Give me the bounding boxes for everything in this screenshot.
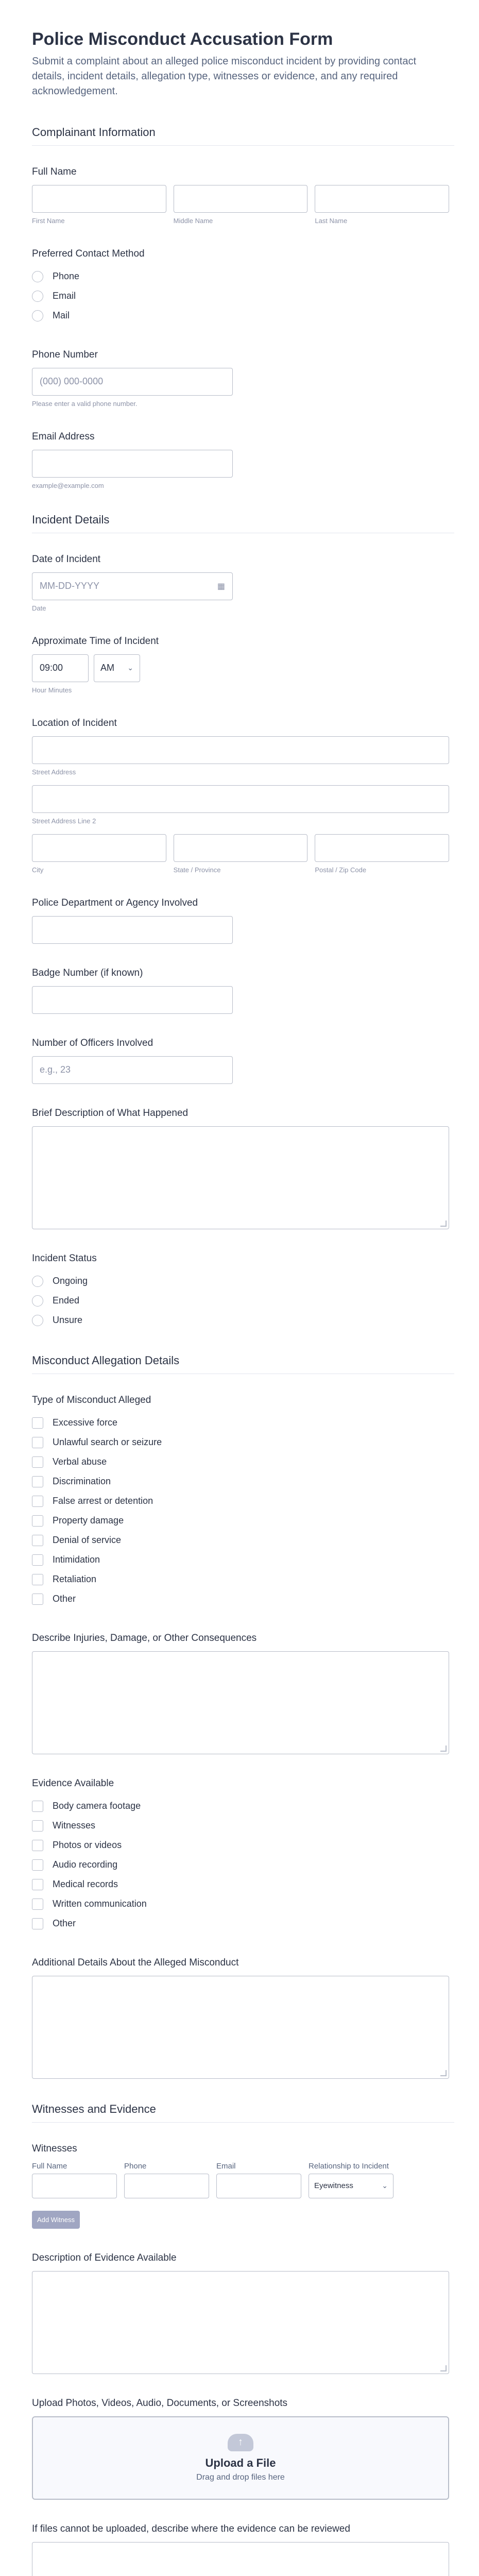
department-input[interactable] [32, 916, 233, 944]
location-label: Location of Incident [32, 717, 117, 728]
type-option-label: Verbal abuse [53, 1456, 107, 1467]
phone-sublabel: Please enter a valid phone number. [32, 399, 138, 408]
contact-option-mail[interactable] [32, 306, 454, 326]
email-sublabel: example@example.com [32, 481, 104, 489]
witnesses-table-field [32, 2143, 454, 2229]
type-option-label: Denial of service [53, 1535, 122, 1546]
last-name-sublabel: Last Name [315, 216, 348, 225]
type-option[interactable] [32, 1589, 454, 1609]
type-option-label: Excessive force [53, 1417, 118, 1428]
zip-input[interactable] [315, 834, 449, 862]
type-option-label: Discrimination [53, 1476, 111, 1487]
street-input[interactable] [32, 736, 449, 764]
type-option[interactable] [32, 1492, 454, 1511]
city-input[interactable] [32, 834, 166, 862]
contact-option-label: Email [53, 291, 76, 301]
chevron-down-icon: ⌄ [382, 2181, 388, 2190]
type-option[interactable] [32, 1452, 454, 1472]
type-option-label: Unlawful search or seizure [53, 1437, 162, 1448]
evidence-option-label: Other [53, 1918, 76, 1929]
date-label: Date of Incident [32, 553, 101, 565]
radio-icon[interactable] [32, 310, 43, 321]
calendar-icon[interactable]: ▦ [217, 582, 225, 591]
witness-email-input[interactable] [216, 2174, 301, 2198]
evidence-option-label: Witnesses [53, 1820, 96, 1831]
section-allegation: Misconduct Allegation Details [32, 1354, 454, 1374]
status-option-unsure[interactable] [32, 1311, 454, 1330]
column-header: Relationship to Incident [309, 2161, 389, 2171]
evidence-option-label: Body camera footage [53, 1801, 141, 1811]
table-row [32, 2174, 454, 2198]
first-name-input[interactable] [32, 185, 166, 213]
checkbox-icon[interactable] [32, 1801, 43, 1812]
file-upload-dropzone[interactable] [32, 2416, 449, 2500]
evidence-description-textarea[interactable] [32, 2271, 449, 2374]
checkbox-icon[interactable] [32, 1437, 43, 1448]
full-name-label: Full Name [32, 166, 77, 177]
type-option[interactable] [32, 1413, 454, 1433]
street-sublabel: Street Address [32, 768, 76, 776]
email-label: Email Address [32, 431, 95, 442]
last-name-input[interactable] [315, 185, 449, 213]
evidence-option-label: Written communication [53, 1899, 147, 1909]
radio-icon[interactable] [32, 1315, 43, 1326]
form-header [32, 29, 454, 99]
contact-option-label: Phone [53, 271, 80, 282]
street2-sublabel: Street Address Line 2 [32, 817, 96, 825]
checkbox-icon[interactable] [32, 1840, 43, 1851]
radio-icon[interactable] [32, 1295, 43, 1307]
badge-label: Badge Number (if known) [32, 967, 143, 978]
cloud-upload-icon: ↑ [228, 2434, 253, 2451]
injuries-field [32, 1633, 454, 1754]
misconduct-type-field [32, 1395, 454, 1609]
evidence-option[interactable] [32, 1855, 454, 1875]
status-option-label: Ongoing [53, 1276, 88, 1286]
type-option[interactable] [32, 1531, 454, 1550]
department-field [32, 897, 454, 944]
phone-input[interactable]: (000) 000-0000 [32, 368, 233, 396]
checkbox-icon[interactable] [32, 1535, 43, 1546]
evidence-option[interactable] [32, 1894, 454, 1914]
status-option-label: Unsure [53, 1315, 83, 1326]
phone-field [32, 349, 454, 408]
upload-title: Upload a File [205, 2456, 276, 2469]
column-header: Email [216, 2161, 236, 2171]
middle-name-input[interactable] [174, 185, 308, 213]
evidence-description-label: Description of Evidence Available [32, 2252, 177, 2263]
city-sublabel: City [32, 866, 44, 874]
contact-method-field [32, 248, 454, 326]
checkbox-icon[interactable] [32, 1574, 43, 1585]
contact-method-label: Preferred Contact Method [32, 248, 145, 259]
date-input[interactable] [32, 572, 233, 600]
time-sublabel: Hour Minutes [32, 686, 72, 694]
description-textarea[interactable] [32, 1126, 449, 1229]
contact-option-label: Mail [53, 310, 70, 321]
status-label: Incident Status [32, 1252, 97, 1264]
checkbox-icon[interactable] [32, 1476, 43, 1487]
checkbox-icon[interactable] [32, 1820, 43, 1832]
checkbox-icon[interactable] [32, 1594, 43, 1605]
location-field [32, 718, 454, 874]
evidence-available-field [32, 1778, 454, 1934]
column-header: Full Name [32, 2161, 67, 2171]
state-input[interactable] [174, 834, 308, 862]
checkbox-icon[interactable] [32, 1879, 43, 1890]
status-option-ongoing[interactable] [32, 1272, 454, 1291]
upload-label: Upload Photos, Videos, Audio, Documents, or Screenshots [32, 2397, 288, 2409]
radio-icon[interactable] [32, 271, 43, 282]
relationship-value: Eyewitness [314, 2181, 353, 2191]
first-name-sublabel: First Name [32, 216, 65, 225]
checkbox-icon[interactable] [32, 1859, 43, 1871]
time-label: Approximate Time of Incident [32, 635, 159, 647]
evidence-option-label: Audio recording [53, 1859, 118, 1870]
street2-input[interactable] [32, 785, 449, 813]
evidence-option[interactable] [32, 1875, 454, 1894]
evidence-available-label: Evidence Available [32, 1777, 114, 1789]
alt-evidence-label: If files cannot be uploaded, describe where the evidence can be reviewed [32, 2523, 350, 2534]
email-field [32, 431, 454, 489]
evidence-option[interactable] [32, 1836, 454, 1855]
phone-label: Phone Number [32, 349, 98, 360]
injuries-textarea[interactable] [32, 1651, 449, 1754]
status-field [32, 1253, 454, 1330]
column-header: Phone [124, 2161, 147, 2171]
checkbox-icon[interactable] [32, 1456, 43, 1468]
checkbox-icon[interactable] [32, 1918, 43, 1929]
badge-field [32, 968, 454, 1014]
officers-field [32, 1038, 454, 1084]
witness-name-input[interactable] [32, 2174, 117, 2198]
type-option-label: Retaliation [53, 1574, 97, 1585]
officers-input[interactable]: e.g., 23 [32, 1056, 233, 1084]
evidence-option-label: Medical records [53, 1879, 118, 1890]
witness-phone-input[interactable] [124, 2174, 209, 2198]
evidence-description-field [32, 2252, 454, 2374]
ampm-value: AM [100, 663, 114, 673]
type-option-label: Property damage [53, 1515, 124, 1526]
description-field [32, 1108, 454, 1229]
section-witnesses: Witnesses and Evidence [32, 2103, 454, 2123]
full-name-field [32, 166, 454, 225]
witnesses-label: Witnesses [32, 2143, 77, 2154]
witnesses-table-head [32, 2162, 454, 2171]
ampm-select[interactable] [94, 654, 140, 682]
type-option[interactable] [32, 1550, 454, 1570]
contact-option-email[interactable] [32, 286, 454, 306]
type-option-label: Intimidation [53, 1554, 100, 1565]
radio-icon[interactable] [32, 291, 43, 302]
evidence-option-label: Photos or videos [53, 1840, 122, 1851]
alt-evidence-textarea[interactable] [32, 2542, 449, 2576]
section-incident: Incident Details [32, 513, 454, 533]
status-option-label: Ended [53, 1295, 80, 1306]
type-option[interactable] [32, 1433, 454, 1452]
radio-icon[interactable] [32, 1276, 43, 1287]
time-input[interactable]: 09:00 [32, 654, 89, 682]
alt-evidence-field [32, 2523, 454, 2576]
checkbox-icon[interactable] [32, 1496, 43, 1507]
evidence-option[interactable] [32, 1816, 454, 1836]
chevron-down-icon: ⌄ [127, 664, 133, 672]
checkbox-icon[interactable] [32, 1515, 43, 1527]
type-option[interactable] [32, 1472, 454, 1492]
description-label: Brief Description of What Happened [32, 1107, 189, 1118]
status-option-ended[interactable] [32, 1291, 454, 1311]
form-title: Police Misconduct Accusation Form [32, 29, 333, 49]
email-input[interactable] [32, 450, 233, 478]
add-witness-button[interactable]: Add Witness [32, 2211, 80, 2229]
additional-details-field [32, 1957, 454, 2079]
time-field [32, 636, 454, 694]
checkbox-icon[interactable] [32, 1417, 43, 1429]
relationship-select[interactable] [309, 2174, 394, 2198]
badge-input[interactable] [32, 986, 233, 1014]
state-sublabel: State / Province [173, 866, 221, 874]
additional-details-textarea[interactable] [32, 1976, 449, 2079]
department-label: Police Department or Agency Involved [32, 897, 198, 908]
section-complainant: Complainant Information [32, 126, 454, 146]
type-option[interactable] [32, 1511, 454, 1531]
checkbox-icon[interactable] [32, 1554, 43, 1566]
middle-name-sublabel: Middle Name [173, 216, 213, 225]
form-subtitle: Submit a complaint about an alleged police misconduct incident by providing contact details, incident details, allegation type, witnesses or evidence, and any required acknowledgement. [32, 55, 416, 97]
upload-field [32, 2398, 454, 2500]
type-option-label: Other [53, 1594, 76, 1604]
misconduct-type-label: Type of Misconduct Alleged [32, 1394, 151, 1405]
contact-option-phone[interactable] [32, 267, 454, 286]
date-placeholder: MM-DD-YYYY [40, 581, 99, 591]
injuries-label: Describe Injuries, Damage, or Other Consequences [32, 1632, 257, 1643]
upload-subtitle: Drag and drop files here [196, 2472, 285, 2482]
evidence-option[interactable] [32, 1797, 454, 1816]
type-option-label: False arrest or detention [53, 1496, 153, 1506]
zip-sublabel: Postal / Zip Code [315, 866, 367, 874]
additional-details-label: Additional Details About the Alleged Misconduct [32, 1957, 239, 1968]
evidence-option[interactable] [32, 1914, 454, 1934]
checkbox-icon[interactable] [32, 1899, 43, 1910]
officers-label: Number of Officers Involved [32, 1037, 153, 1048]
date-field [32, 554, 454, 612]
type-option[interactable] [32, 1570, 454, 1589]
date-sublabel: Date [32, 604, 46, 612]
